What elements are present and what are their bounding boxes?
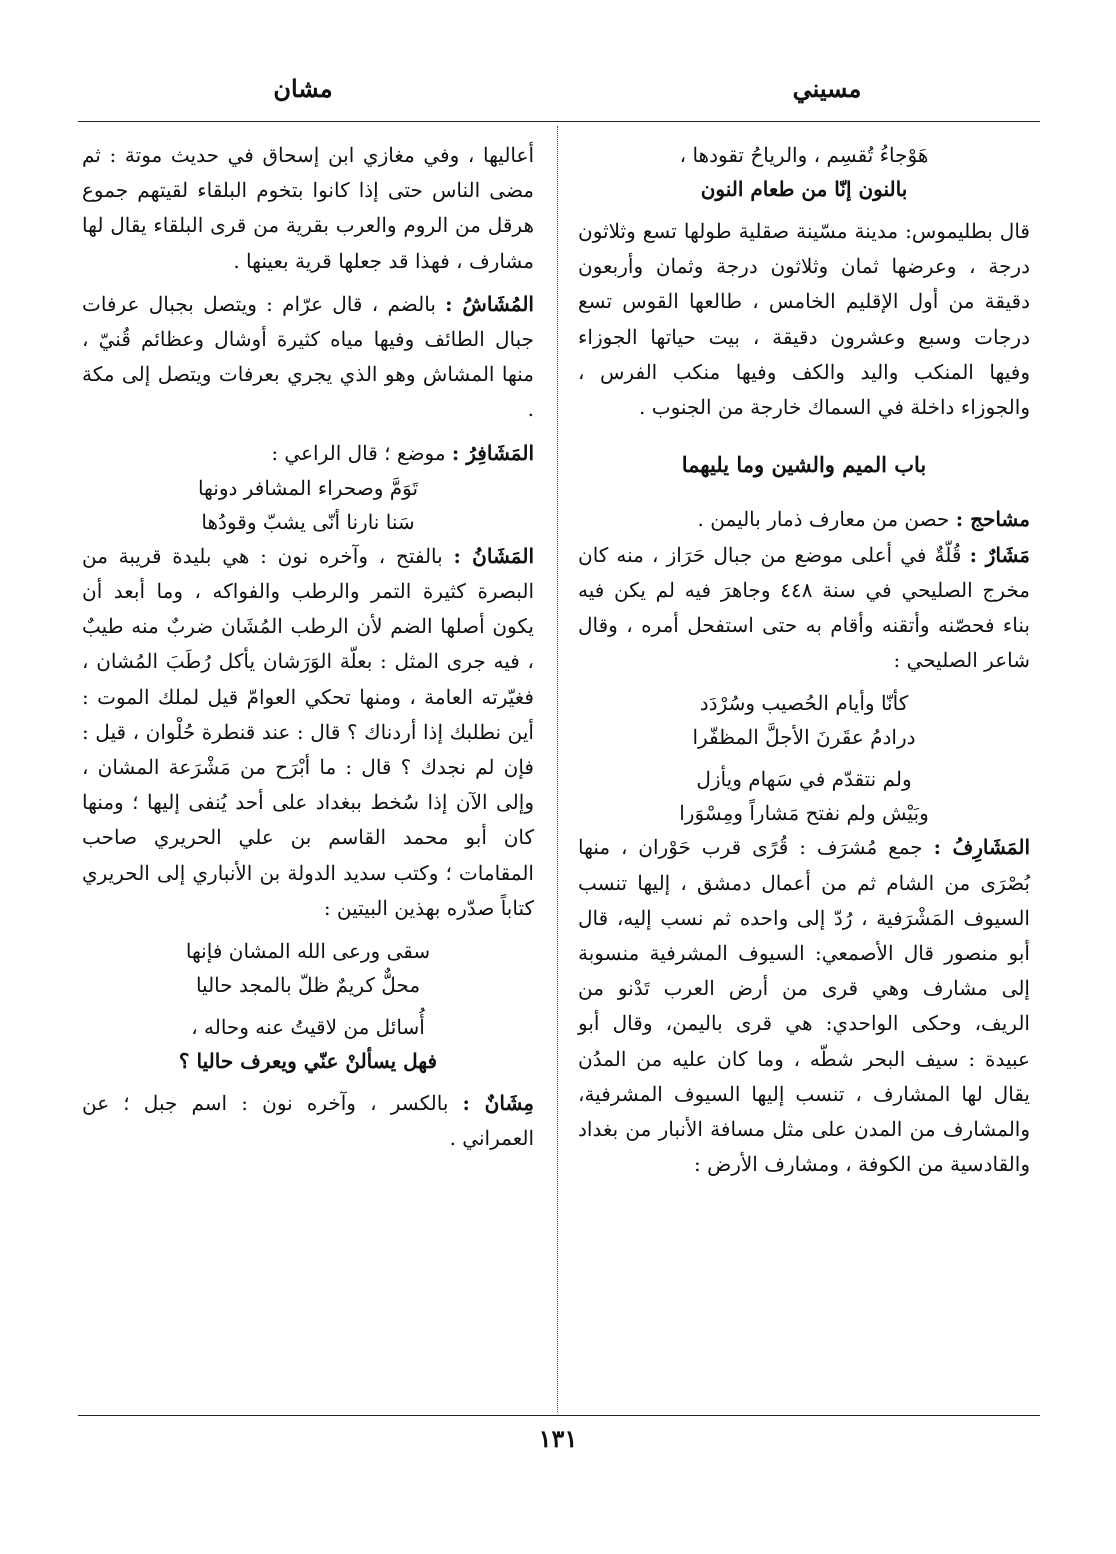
verse-line: سقى ورعى الله المشان فإنها — [185, 939, 431, 964]
verse-line: محلٌّ كريمٌ ظلّ بالمجد حاليا — [195, 973, 421, 998]
verse-line: وبَيْش ولم نفتح مَشاراً ومِسْوَرا — [679, 801, 929, 826]
paragraph: أعاليها ، وفي مغازي ابن إسحاق في حديث موتة : ثم مضى الناس حتى إذا كانوا بتخوم البلقاء لقيتهم جموع هرقل من الروم والعرب بقرية من قرى البلقاء يقال لها مشارف ، فهذا قد جعلها قرية بعينها . — [82, 143, 534, 273]
verse-line: أُسائل من لاقيتُ عنه وحاله ، — [191, 1015, 425, 1040]
entry-term: المُشَاشُ : — [445, 291, 534, 316]
entry-term: المَشَارِفُ : — [933, 835, 1031, 860]
running-header-left: مشان — [273, 74, 333, 103]
entry-term: المَشَانُ : — [453, 543, 535, 568]
dictionary-entry — [578, 502, 1030, 537]
entry-text: بالفتح ، وآخره نون : هي بليدة قريبة من البصرة كثيرة التمر والرطب والفواكه ، وما أبعد أن يكون أصلها الضم لأن الرطب المُشَان ضربٌ منه طيبٌ ، فيه جرى المثل : بعلّة الوَرَشان يأكل رُطَبَ المُشان ، فغيّرته العامة ، ومنها تحكي العوامّ قيل لملك الموت : أين نطلبك إذا أردناك ؟ قال : عند قنطرة حُلْوان ، قيل : فإن لم نجدك ؟ قال : ما أبْرَح من مَشْرَعة المشان ، وإلى الآن إذا سُخط ببغداد على أحد يُنفى إليها ؛ ومنها كان أبو محمد القاسم بن علي الحريري صاحب المقامات ؛ وكتب سديد الدولة بن الأنباري إلى الحريري كتاباً صدّره بهذين البيتين : — [82, 543, 534, 920]
dictionary-entry — [578, 538, 1030, 679]
entry-text: بالضم ، قال عرّام : ويتصل بجبال عرفات جبال الطائف وفيها مياه كثيرة أوشال وعظائم قُنيّ ، منها المشاش وهو الذي يجري بعرفات ويتصل إلى مكة . — [82, 291, 534, 422]
entry-term: المَشَافِرُ : — [451, 440, 534, 465]
column-divider — [557, 126, 558, 1412]
paragraph: قال بطليموس: مدينة مسّينة صقلية طولها تسع وثلاثون درجة ، وعرضها ثمان وثلاثون درجة وثمان وأربعون دقيقة من أول الإقليم الخامس ، طالعها القوس تسع درجات وسبع وعشرون دقيقة ، بيت حياتها الجوزاء وفيها المنكب واليد والكف وفيها منكب الفرس ، والجوزاء داخلة في السماك خارجة من الجنوب . — [578, 219, 1030, 420]
verse-block — [82, 471, 534, 539]
verse-line: فهل يسألنْ عنّي ويعرف حاليا ؟ — [178, 1049, 438, 1074]
section-title: باب الميم والشين وما يليهما — [681, 452, 927, 478]
running-header-right: مسيني — [792, 74, 862, 103]
verse-line: تَوَمَّ وصحراء المشافر دونها — [197, 475, 419, 500]
entry-term: مِشَانٌ : — [462, 1091, 535, 1116]
entry-term: مشاحج : — [955, 507, 1030, 532]
verse-line: سَنا نارنا أنّى يشبّ وقودُها — [201, 509, 415, 534]
header-rule — [78, 121, 1040, 122]
verse-line: كأنّا وأيام الحُصيب وسُرْدَد — [699, 691, 909, 716]
right-column — [578, 138, 1030, 1182]
dictionary-entry — [82, 287, 534, 428]
verse-block — [82, 934, 534, 1078]
entry-text: حصن من معارف ذمار باليمن . — [697, 507, 950, 532]
verse-line: هَوْجاءُ تُقسِم ، والرياحُ تقودها ، — [679, 143, 929, 167]
footer-rule — [78, 1415, 1040, 1416]
verse-block — [578, 686, 1030, 830]
entry-text: جمع مُشرَف : قُرًى قرب حَوْران ، منها بُصْرَى من الشام ثم من أعمال دمشق ، إليها تنسب السيوف المَشْرَفية ، رُدّ إلى واحده ثم نسب إليه، قال أبو منصور قال الأصمعي: السيوف المشرفية منسوبة إلى مشارف وهي قرى من أرض العرب تَدْنو من الريف، وحكى الواحدي: هي قرى باليمن، وقال أبو عبيدة : سيف البحر شطّه ، وما كان عليه من المدُن يقال لها المشارف ، تنسب إليها السيوف المشرفية، والمشارف من المدن على مثل مسافة الأنبار من بغداد والقادسية من الكوفة ، ومشارف الأرض : — [578, 835, 1030, 1177]
verse-block — [578, 138, 1030, 206]
dictionary-entry — [82, 539, 534, 926]
left-column — [82, 138, 534, 1156]
verse-line: درادمُ عقَرنَ الأجلَّ المظفّرا — [692, 725, 916, 750]
entry-text: موضع ؛ قال الراعي : — [271, 440, 446, 465]
dictionary-entry — [82, 436, 534, 471]
entry-text: بالكسر ، وآخره نون : اسم جبل ؛ عن العمراني . — [82, 1091, 534, 1151]
entry-term: مَشَارٌ : — [969, 542, 1031, 567]
page-number: ١٣١ — [538, 1424, 578, 1453]
entry-text: قُلّةٌ في أعلى موضع من جبال حَرَاز ، منه كان مخرج الصليحي في سنة ٤٤٨ وجاهرَ فيه لم يكن فيه بناء فحصّنه وأتقنه وأقام به حتى استفحل أمره ، وقال شاعر الصليحي : — [578, 542, 1030, 673]
verse-line: ولم نتقدّم في سَهام ويأزل — [696, 767, 912, 792]
verse-line: بالنون إنّا من طعام النون — [700, 177, 908, 201]
dictionary-entry — [82, 1086, 534, 1156]
dictionary-entry — [578, 830, 1030, 1182]
